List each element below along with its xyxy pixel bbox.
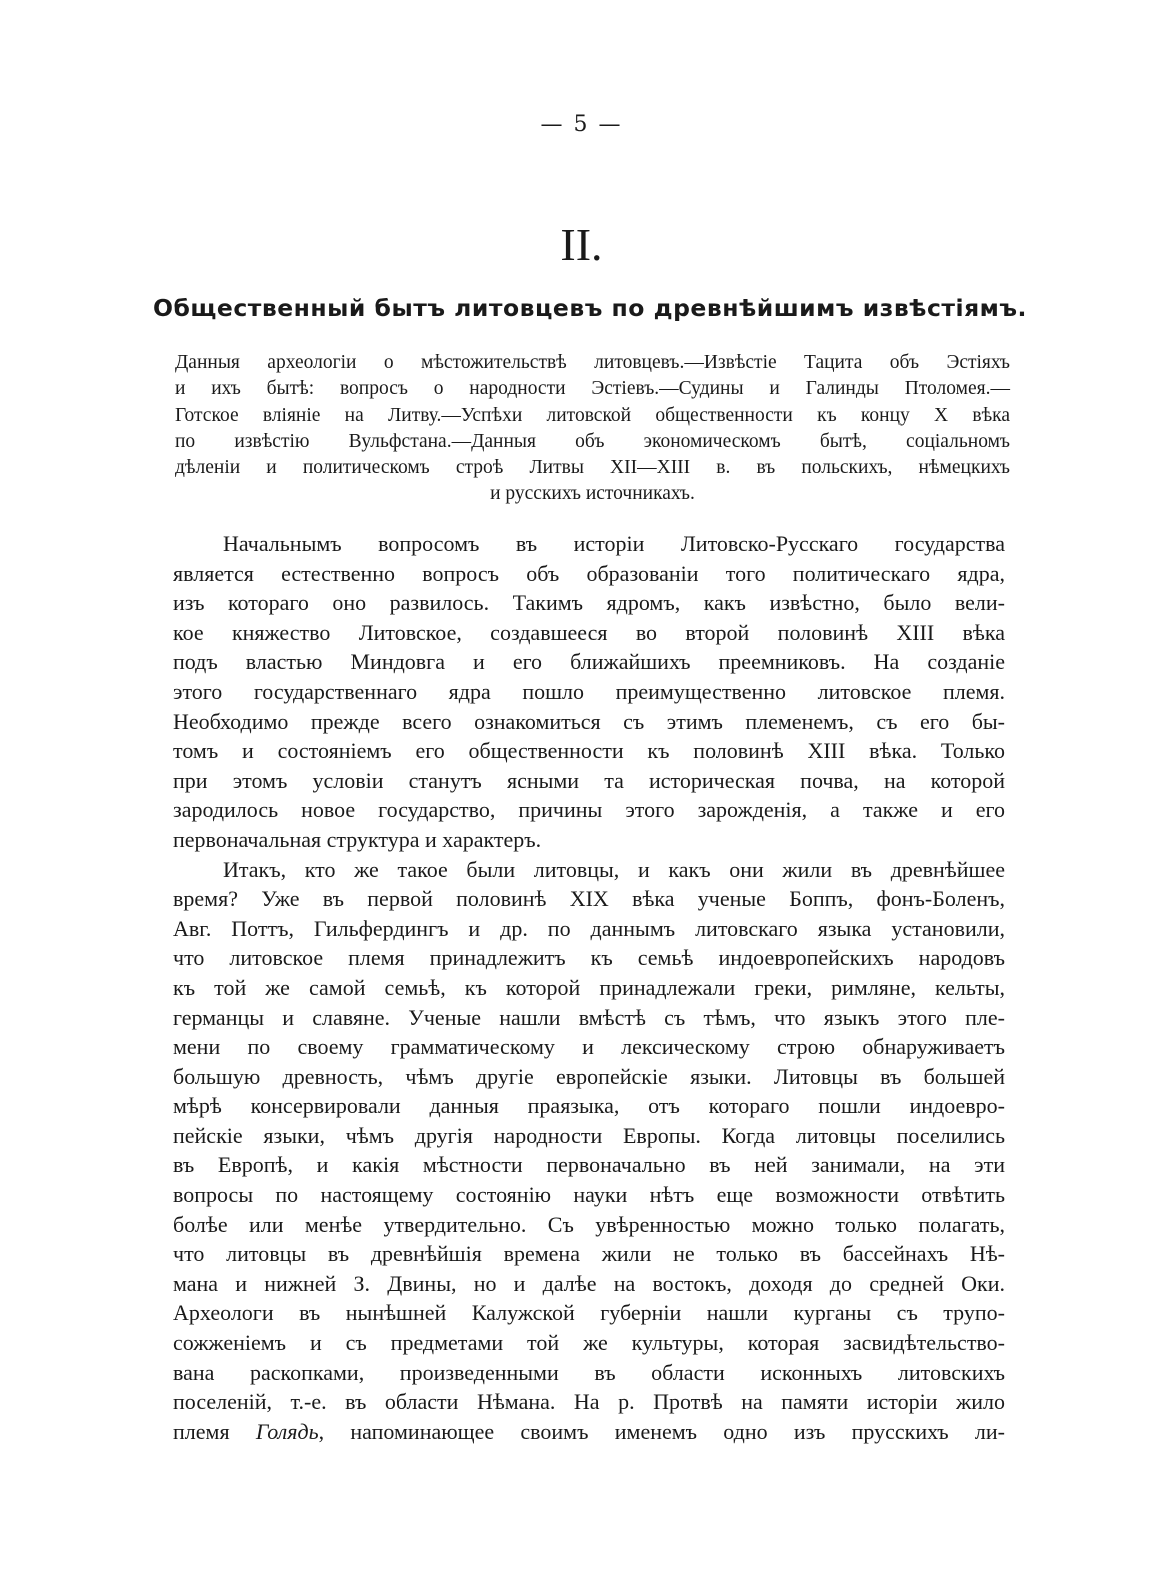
paragraph-2-line: большую древность, чѣмъ другіе европейскіе языки. Литовцы въ большей	[173, 1063, 1005, 1089]
paragraph-2-line: вопросы по настоящему состоянію науки нѣтъ еще возможности отвѣтить	[173, 1182, 1005, 1208]
paragraph-2-line: германцы и славяне. Ученые нашли вмѣстѣ съ тѣмъ, что языкъ этого пле-	[173, 1004, 1005, 1030]
paragraph-2-line: мѣрѣ консервировали данныя праязыка, отъ котораго пошли индоевро-	[173, 1093, 1005, 1119]
paragraph-2-line: мени по своему грамматическому и лексическому строю обнаруживаетъ	[173, 1034, 1005, 1060]
chapter-number: II.	[560, 219, 603, 270]
paragraph-2-line: время? Уже въ первой половинѣ XIX вѣка ученые Боппъ, фонъ-Боленъ,	[173, 886, 1005, 912]
paragraph-1-line: Начальнымъ вопросомъ въ исторіи Литовско-Русскаго государства	[223, 531, 1005, 556]
summary-line: дѣленіи и политическомъ строѣ Литвы XII—XIII в. въ польскихъ, нѣмецкихъ	[175, 457, 1010, 479]
paragraph-1-line: изъ котораго оно развилось. Такимъ ядромъ, какъ извѣстно, было вели-	[173, 590, 1005, 616]
paragraph-2-line: что литовцы въ древнѣйшія времена жили не только въ бассейнахъ Нѣ-	[173, 1241, 1005, 1267]
summary-line: Готское вліяніе на Литву.—Успѣхи литовской общественности къ концу X вѣка	[175, 404, 1010, 426]
paragraph-1-line: томъ и состояніемъ его общественности къ половинѣ XIII вѣка. Только	[173, 738, 1005, 764]
paragraph-2-line: Авг. Поттъ, Гильфердингъ и др. по даннымъ литовскаго языка установили,	[173, 915, 1005, 941]
page-number: — 5 —	[540, 112, 623, 137]
paragraph-2-line: вана раскопками, произведенными въ области исконныхъ литовскихъ	[173, 1359, 1005, 1385]
paragraph-1-line: является естественно вопросъ объ образованіи того политическаго ядра,	[173, 560, 1005, 586]
chapter-title: Общественный бытъ литовцевъ по древнѣйшимъ извѣстіямъ.	[153, 294, 1027, 322]
summary-line: по извѣстію Вульфстана.—Данныя объ экономическомъ бытѣ, соціальномъ	[175, 430, 1010, 452]
paragraph-2-line: пейскіе языки, чѣмъ другія народности Европы. Когда литовцы поселились	[173, 1122, 1005, 1148]
italic-term: Голядь	[255, 1418, 319, 1444]
paragraph-2-line: Археологи въ нынѣшней Калужской губерніи нашли курганы съ трупо-	[173, 1300, 1005, 1326]
body-text	[173, 529, 1005, 1446]
paragraph-2-line: сожженіемъ и съ предметами той же культуры, которая засвидѣтельство-	[173, 1330, 1005, 1356]
paragraph-2-line: къ той же самой семьѣ, къ которой принадлежали греки, римляне, кельты,	[173, 974, 1005, 1000]
paragraph-1-line: этого государственнаго ядра пошло преимущественно литовское племя.	[173, 678, 1005, 704]
paragraph-1-line: кое княжество Литовское, создавшееся во второй половинѣ XIII вѣка	[173, 619, 1005, 645]
paragraph-1-line: Необходимо прежде всего ознакомиться съ этимъ племенемъ, съ его бы-	[173, 708, 1005, 734]
paragraph-2-line: поселеній, т.-е. въ области Нѣмана. На р. Протвѣ на памяти исторіи жило	[173, 1389, 1005, 1415]
text-run: племя	[173, 1418, 256, 1444]
paragraph-1-line: первоначальная структура и характеръ.	[173, 826, 542, 852]
paragraph-2-line: болѣе или менѣе утвердительно. Съ увѣренностью можно только полагать,	[173, 1211, 1005, 1237]
paragraph-2-line: что литовское племя принадлежитъ къ семьѣ индоевропейскихъ народовъ	[173, 945, 1005, 971]
paragraph-2-line: Итакъ, кто же такое были литовцы, и какъ они жили въ древнѣйшее	[223, 856, 1005, 882]
text-run: , напоминающее своимъ именемъ одно изъ прусскихъ ли-	[318, 1418, 1005, 1444]
paragraph-2-line: мана и нижней З. Двины, но и далѣе на востокъ, доходя до средней Оки.	[173, 1270, 1005, 1296]
summary-line: и ихъ бытѣ: вопросъ о народности Эстіевъ.—Судины и Галинды Птоломея.—	[175, 378, 1010, 400]
paragraph-2-line: въ Европѣ, и какія мѣстности первоначально въ ней занимали, на эти	[173, 1152, 1005, 1178]
summary-line: Данныя археологіи о мѣстожительствѣ литовцевъ.—Извѣстіе Тацита объ Эстіяхъ	[175, 352, 1010, 373]
paragraph-1-line: при этомъ условіи станутъ ясными та историческая почва, на которой	[173, 767, 1005, 793]
paragraph-1-line: подъ властью Миндовга и его ближайшихъ преемниковъ. На созданіе	[173, 649, 1005, 675]
chapter-summary	[175, 350, 1010, 508]
paragraph-1-line: зародилось новое государство, причины этого зарожденія, а также и его	[173, 797, 1005, 823]
summary-line: и русскихъ источникахъ.	[490, 483, 695, 505]
paragraph-2-line	[173, 1417, 1005, 1447]
